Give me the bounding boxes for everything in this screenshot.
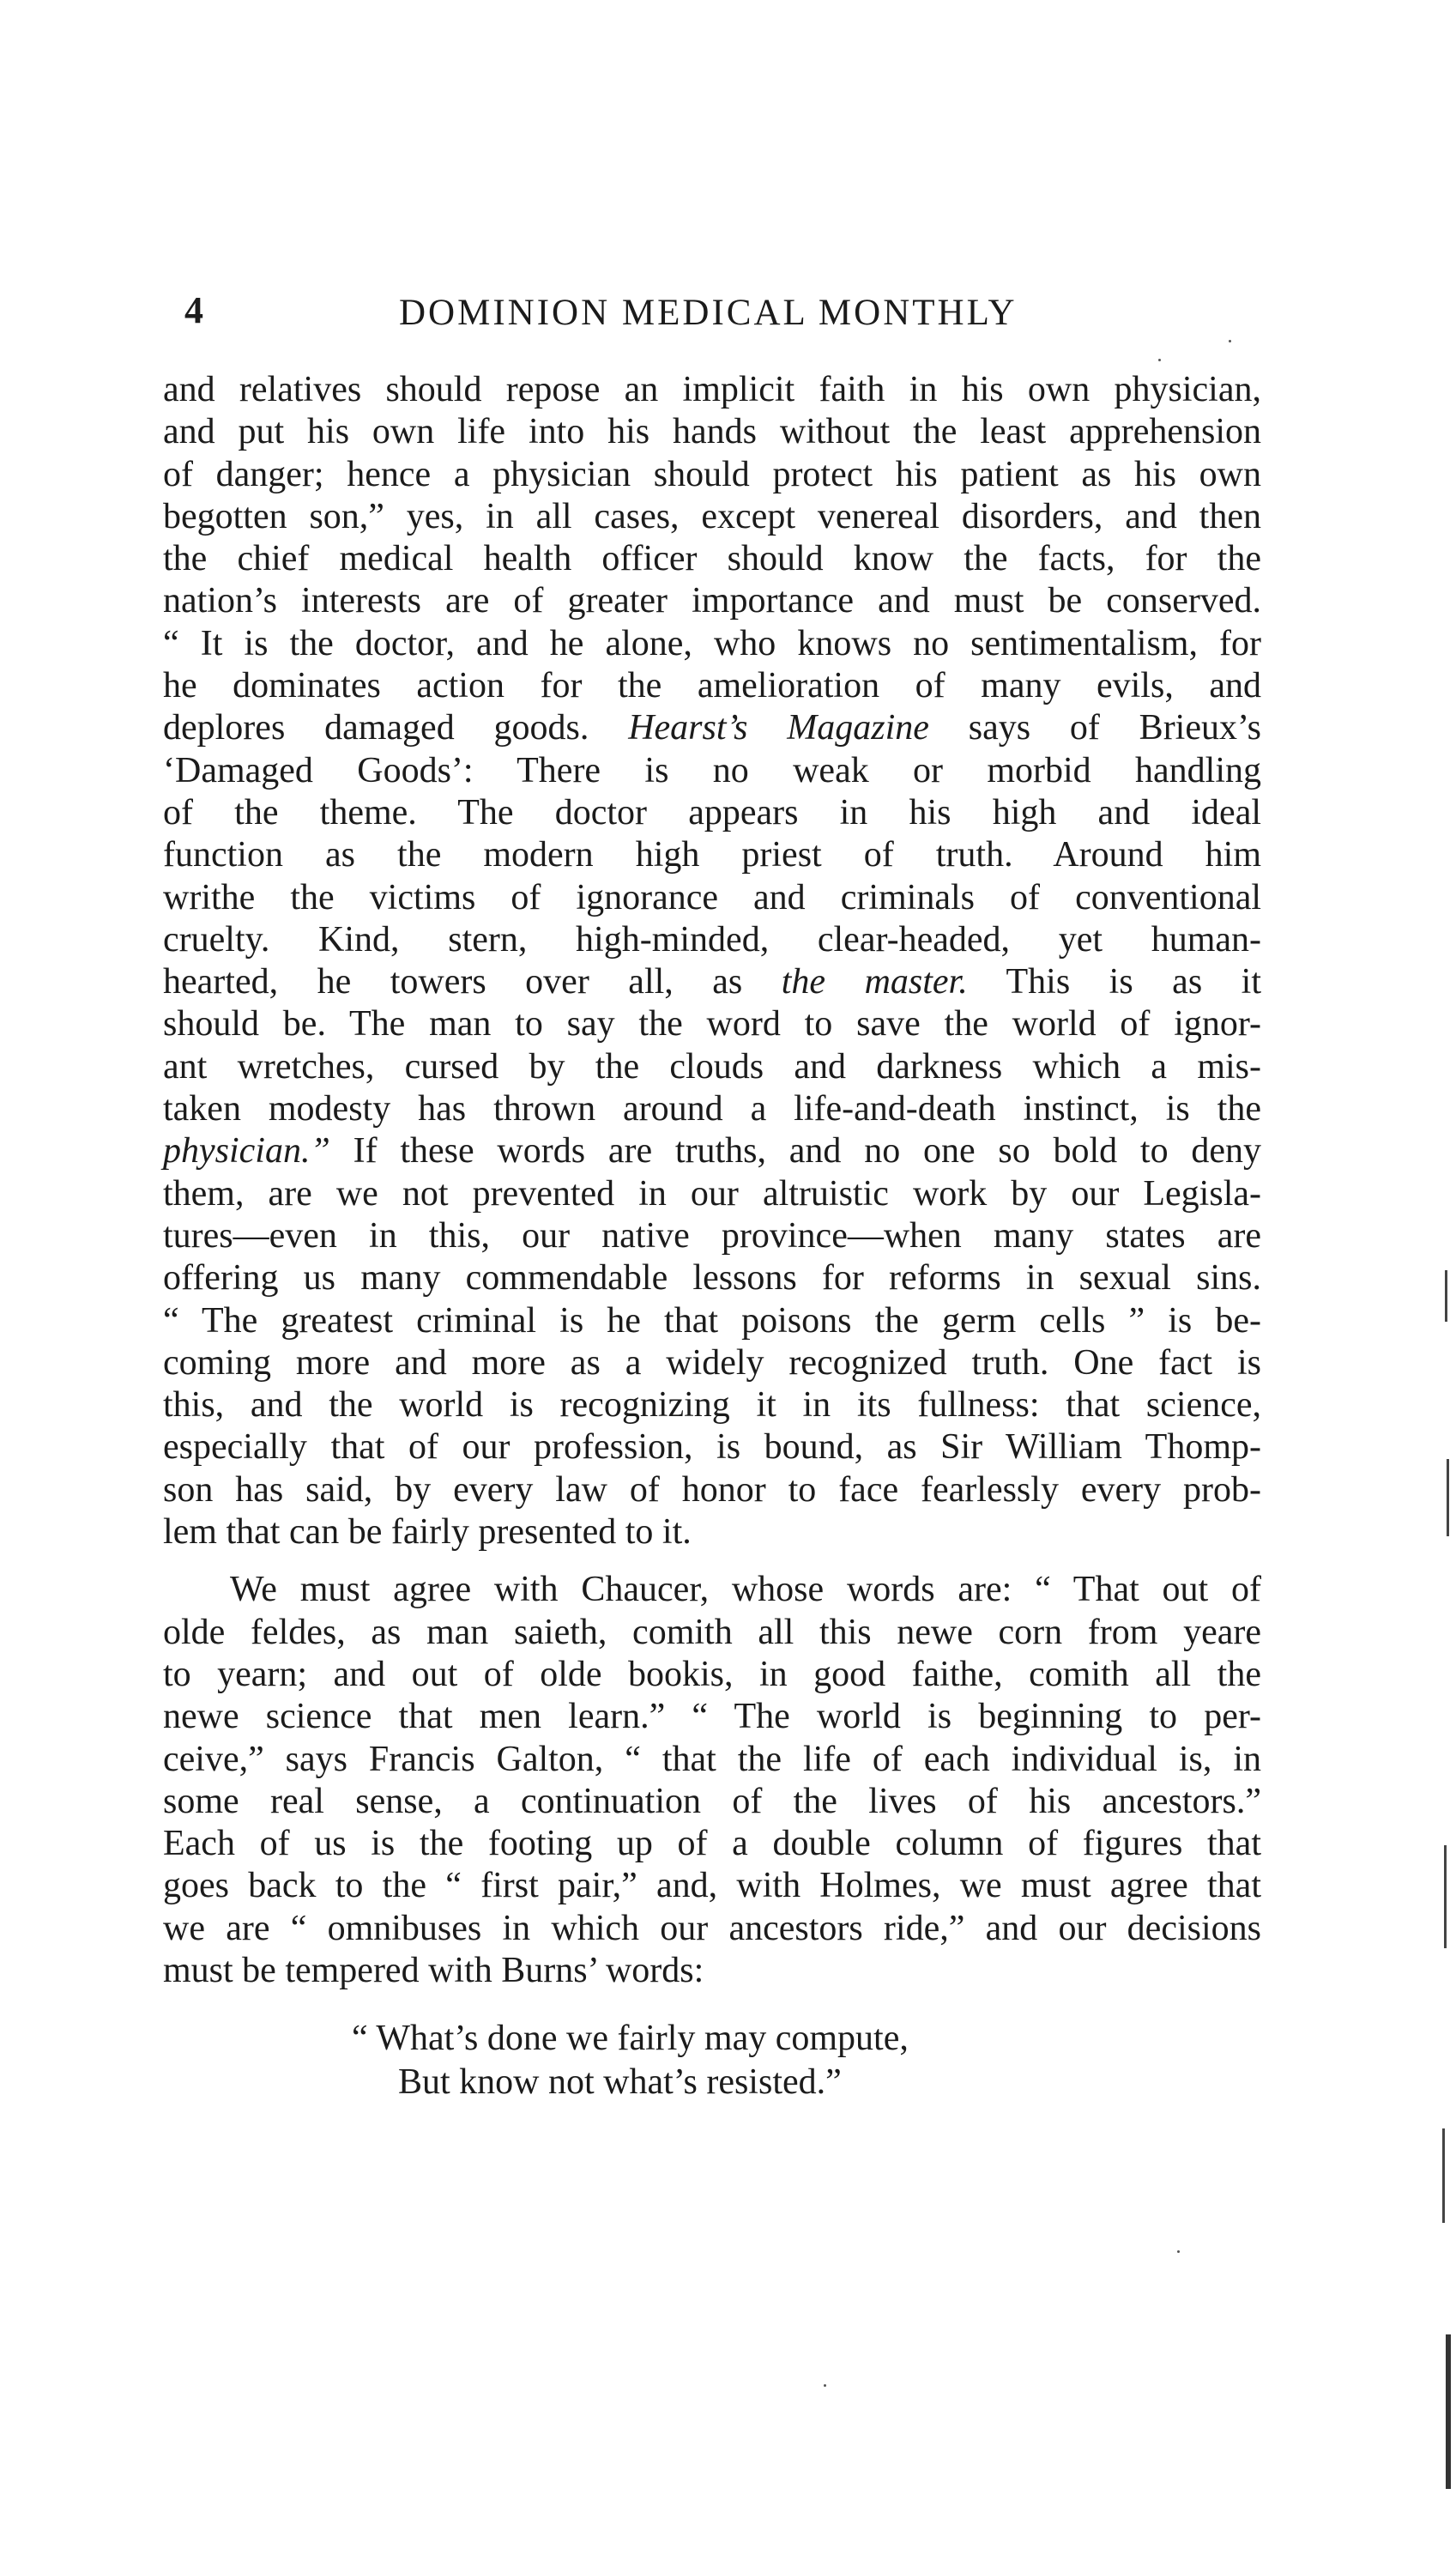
text-line: them, are we not prevented in our altruistic work by our Legisla-	[163, 1173, 1261, 1214]
text-line: he dominates action for the amelioration of many evils, and	[163, 666, 1261, 706]
text-line: “ The greatest criminal is he that poisons the germ cells ” is be-	[163, 1300, 1261, 1341]
article-body	[163, 369, 1261, 1992]
page-number: 4	[184, 289, 204, 331]
text-line: taken modesty has thrown around a life-and-death instinct, is the	[163, 1089, 1261, 1129]
verse-quotation	[352, 2017, 909, 2104]
text-line: this, and the world is recognizing it in its fullness: that science,	[163, 1385, 1261, 1426]
quote-line: But know not what’s resisted.”	[398, 2062, 842, 2102]
text-segment: says of Brieux’s	[968, 708, 1262, 748]
paragraph-1	[163, 369, 1261, 1553]
scan-mark	[1446, 2334, 1451, 2489]
text-line: function as the modern high priest of truth. Around him	[163, 835, 1261, 875]
quote-line: “ What’s done we fairly may compute,	[352, 2019, 909, 2058]
text-line: the chief medical health officer should know the facts, for the	[163, 539, 1261, 579]
text-line: must be tempered with Burns’ words:	[163, 1950, 704, 1990]
scan-speck	[824, 2384, 826, 2387]
text-segment: If these words are truths, and no one so bold to deny	[353, 1131, 1261, 1172]
text-line: ant wretches, cursed by the clouds and darkness which a mis-	[163, 1046, 1261, 1087]
scan-speck	[1177, 2250, 1180, 2253]
text-line: nation’s interests are of greater importance and must be conserved.	[163, 581, 1261, 621]
page-header	[184, 288, 1274, 348]
scan-mark	[1442, 2128, 1445, 2223]
text-line: writhe the victims of ignorance and criminals of conventional	[163, 877, 1261, 917]
paragraph-2	[163, 1569, 1261, 1992]
text-line: and put his own life into his hands without the least apprehension	[163, 412, 1261, 452]
scan-mark	[1444, 1845, 1447, 1948]
text-segment: deplores damaged goods.	[163, 708, 589, 748]
paragraph-gap	[163, 1553, 1261, 1569]
text-line	[163, 1130, 1261, 1172]
text-line: We must agree with Chaucer, whose words are: “ That out of	[230, 1570, 1261, 1610]
emphasis-text: the master.	[781, 962, 968, 1002]
text-line: of the theme. The doctor appears in his high and ideal	[163, 792, 1261, 833]
text-line: coming more and more as a widely recognized truth. One fact is	[163, 1342, 1261, 1383]
emphasis-text: physician.”	[163, 1131, 330, 1172]
text-line: cruelty. Kind, stern, high-minded, clear-headed, yet human-	[163, 919, 1261, 960]
running-title: DOMINION MEDICAL MONTHLY	[399, 293, 1018, 333]
text-line	[163, 707, 1261, 749]
text-line	[163, 961, 1261, 1003]
text-line: olde feldes, as man saieth, comith all this newe corn from yeare	[163, 1612, 1261, 1652]
scan-speck	[1158, 359, 1161, 361]
text-line: we are “ omnibuses in which our ancestors ride,” and our decisions	[163, 1908, 1261, 1948]
text-segment: hearted, he towers over all, as	[163, 962, 743, 1002]
text-line: tures—even in this, our native province—when many states are	[163, 1215, 1261, 1256]
text-line: should be. The man to say the word to save the world of ignor-	[163, 1004, 1261, 1044]
text-line: offering us many commendable lessons for reforms in sexual sins.	[163, 1258, 1261, 1299]
text-line: especially that of our profession, is bound, as Sir William Thomp-	[163, 1427, 1261, 1468]
text-line: some real sense, a continuation of the lives of his ancestors.”	[163, 1781, 1261, 1821]
scan-mark	[1445, 1270, 1447, 1322]
text-line: lem that can be fairly presented to it.	[163, 1512, 692, 1553]
text-line: “ It is the doctor, and he alone, who knows no sentimentalism, for	[163, 623, 1261, 663]
text-line: and relatives should repose an implicit faith in his own physician,	[163, 370, 1261, 409]
scan-mark	[1447, 1459, 1449, 1536]
text-line: son has said, by every law of honor to face fearlessly every prob-	[163, 1469, 1261, 1510]
text-line: ‘Damaged Goods’: There is no weak or morbid handling	[163, 750, 1261, 790]
scan-speck	[1229, 340, 1231, 342]
text-line: Each of us is the footing up of a double column of figures that	[163, 1824, 1261, 1864]
magazine-title: Hearst’s Magazine	[628, 708, 929, 748]
text-line: of danger; hence a physician should protect his patient as his own	[163, 454, 1261, 494]
text-line: to yearn; and out of olde bookis, in good faithe, comith all the	[163, 1654, 1261, 1694]
text-line: ceive,” says Francis Galton, “ that the life of each individual is, in	[163, 1739, 1261, 1779]
text-line: goes back to the “ first pair,” and, with Holmes, we must agree that	[163, 1866, 1261, 1906]
text-segment: This is as it	[1006, 962, 1261, 1002]
text-line: begotten son,” yes, in all cases, except venereal disorders, and then	[163, 496, 1261, 536]
text-line: newe science that men learn.” “ The world is beginning to per-	[163, 1697, 1261, 1737]
